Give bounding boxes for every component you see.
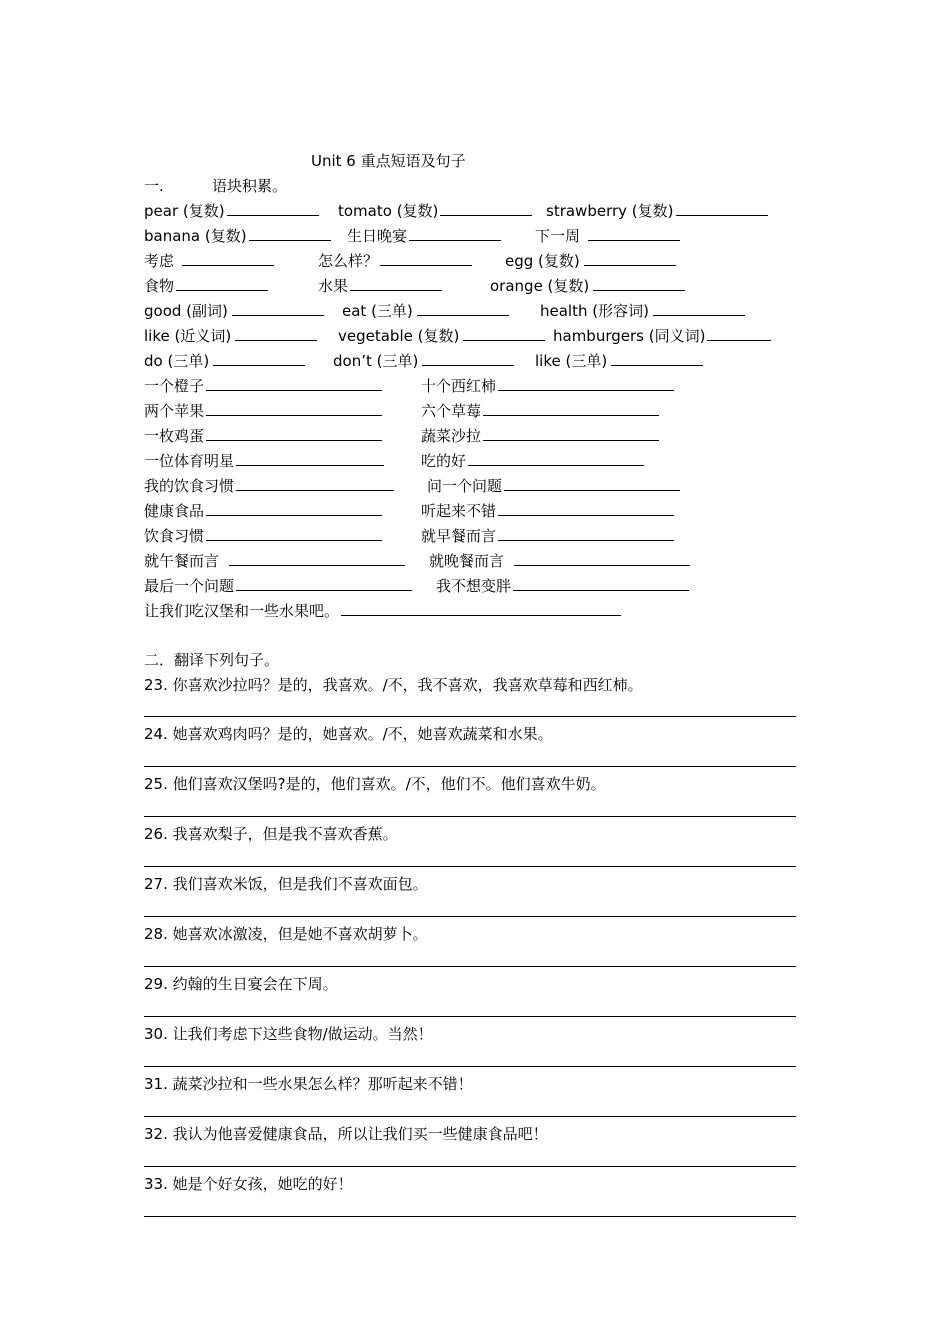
answer-line[interactable]	[144, 916, 796, 917]
vocab-prompt: 听起来不错	[421, 502, 497, 520]
translation-question: 23. 你喜欢沙拉吗？是的，我喜欢。/不，我不喜欢，我喜欢草莓和西红柿。	[144, 676, 643, 694]
answer-blank[interactable]	[498, 375, 674, 391]
vocab-prompt: pear (复数)	[144, 202, 225, 220]
answer-blank[interactable]	[588, 225, 680, 241]
vocab-prompt: health (形容词)	[540, 302, 649, 320]
vocab-prompt: 健康食品	[144, 502, 205, 520]
answer-blank[interactable]	[504, 475, 680, 491]
vocab-prompt: 六个草莓	[421, 402, 482, 420]
answer-blank[interactable]	[483, 400, 659, 416]
answer-line[interactable]	[144, 866, 796, 867]
answer-blank[interactable]	[341, 600, 621, 616]
section2-heading: 二．翻译下列句子。	[144, 651, 280, 669]
vocab-prompt: 吃的好	[421, 452, 467, 470]
answer-blank[interactable]	[206, 525, 382, 541]
vocab-prompt: egg (复数)	[505, 252, 580, 270]
vocab-prompt: 怎么样？	[318, 252, 379, 270]
translation-question: 26. 我喜欢梨子，但是我不喜欢香蕉。	[144, 825, 398, 843]
answer-blank[interactable]	[227, 200, 319, 216]
answer-line[interactable]	[144, 1166, 796, 1167]
vocab-prompt: 我不想变胖	[436, 577, 512, 595]
translation-question: 31. 蔬菜沙拉和一些水果怎么样？那听起来不错！	[144, 1075, 473, 1093]
vocab-prompt: 十个西红柿	[421, 377, 497, 395]
vocab-prompt: 最后一个问题	[144, 577, 235, 595]
vocab-prompt: eat (三单)	[342, 302, 413, 320]
vocab-prompt: like (近义词)	[144, 327, 232, 345]
page-title: Unit 6 重点短语及句子	[311, 152, 466, 170]
answer-blank[interactable]	[463, 325, 545, 341]
answer-blank[interactable]	[584, 250, 676, 266]
answer-line[interactable]	[144, 966, 796, 967]
answer-blank[interactable]	[236, 450, 384, 466]
answer-blank[interactable]	[611, 350, 703, 366]
answer-blank[interactable]	[483, 425, 659, 441]
answer-blank[interactable]	[350, 275, 442, 291]
vocab-prompt: 生日晚宴	[347, 227, 408, 245]
vocab-prompt: 饮食习惯	[144, 527, 205, 545]
vocab-prompt: don’t (三单)	[333, 352, 419, 370]
vocab-prompt: 我的饮食习惯	[144, 477, 235, 495]
answer-blank[interactable]	[206, 425, 382, 441]
vocab-prompt: hamburgers (同义词)	[553, 327, 706, 345]
translation-question: 33. 她是个好女孩，她吃的好！	[144, 1175, 353, 1193]
vocab-prompt: 食物	[144, 277, 175, 295]
vocab-prompt: vegetable (复数)	[338, 327, 460, 345]
answer-blank[interactable]	[182, 250, 274, 266]
vocab-prompt: 一枚鸡蛋	[144, 427, 205, 445]
vocab-prompt: like (三单)	[535, 352, 608, 370]
answer-blank[interactable]	[213, 350, 305, 366]
answer-blank[interactable]	[513, 575, 689, 591]
vocab-prompt: 蔬菜沙拉	[421, 427, 482, 445]
vocab-prompt: 考虑	[144, 252, 175, 270]
translation-question: 25. 他们喜欢汉堡吗?是的，他们喜欢。/不，他们不。他们喜欢牛奶。	[144, 775, 606, 793]
answer-blank[interactable]	[206, 500, 382, 516]
vocab-prompt: tomato (复数)	[338, 202, 439, 220]
answer-blank[interactable]	[593, 275, 685, 291]
translation-question: 29. 约翰的生日宴会在下周。	[144, 975, 338, 993]
vocab-prompt: 两个苹果	[144, 402, 205, 420]
answer-blank[interactable]	[236, 475, 394, 491]
translation-question: 28. 她喜欢冰激凌，但是她不喜欢胡萝卜。	[144, 925, 428, 943]
answer-blank[interactable]	[440, 200, 532, 216]
section1-title: 语块积累。	[212, 177, 288, 195]
answer-blank[interactable]	[232, 300, 324, 316]
answer-line[interactable]	[144, 1016, 796, 1017]
answer-blank[interactable]	[676, 200, 768, 216]
answer-line[interactable]	[144, 816, 796, 817]
answer-blank[interactable]	[229, 550, 405, 566]
answer-blank[interactable]	[206, 375, 382, 391]
answer-line[interactable]	[144, 766, 796, 767]
answer-blank[interactable]	[707, 325, 771, 341]
vocab-prompt: 一个橙子	[144, 377, 205, 395]
answer-blank[interactable]	[514, 550, 690, 566]
vocab-prompt: 就早餐而言	[421, 527, 497, 545]
answer-blank[interactable]	[468, 450, 644, 466]
answer-blank[interactable]	[498, 500, 674, 516]
answer-blank[interactable]	[417, 300, 509, 316]
translation-question: 32. 我认为他喜爱健康食品，所以让我们买一些健康食品吧！	[144, 1125, 548, 1143]
answer-blank[interactable]	[236, 575, 412, 591]
vocab-prompt: banana (复数)	[144, 227, 247, 245]
answer-blank[interactable]	[176, 275, 268, 291]
vocab-prompt: do (三单)	[144, 352, 210, 370]
answer-line[interactable]	[144, 716, 796, 717]
answer-blank[interactable]	[380, 250, 472, 266]
answer-line[interactable]	[144, 1216, 796, 1217]
vocab-prompt: 就午餐而言	[144, 552, 220, 570]
section1-label: 一.	[144, 177, 164, 195]
answer-blank[interactable]	[409, 225, 501, 241]
answer-blank[interactable]	[498, 525, 674, 541]
answer-line[interactable]	[144, 1066, 796, 1067]
vocab-prompt: 一位体育明星	[144, 452, 235, 470]
vocab-prompt: strawberry (复数)	[546, 202, 674, 220]
vocab-prompt: 水果	[318, 277, 349, 295]
translation-question: 30. 让我们考虑下这些食物/做运动。当然！	[144, 1025, 433, 1043]
answer-blank[interactable]	[206, 400, 382, 416]
vocab-prompt: 问一个问题	[427, 477, 503, 495]
vocab-prompt: 下一周	[535, 227, 581, 245]
answer-blank[interactable]	[235, 325, 317, 341]
answer-line[interactable]	[144, 1116, 796, 1117]
answer-blank[interactable]	[422, 350, 514, 366]
answer-blank[interactable]	[653, 300, 745, 316]
answer-blank[interactable]	[249, 225, 331, 241]
translation-question: 24. 她喜欢鸡肉吗？是的，她喜欢。/不，她喜欢蔬菜和水果。	[144, 725, 553, 743]
vocab-prompt: 就晚餐而言	[429, 552, 505, 570]
vocab-prompt: orange (复数)	[490, 277, 590, 295]
vocab-prompt: good (副词)	[144, 302, 228, 320]
translation-question: 27. 我们喜欢米饭，但是我们不喜欢面包。	[144, 875, 428, 893]
vocab-prompt: 让我们吃汉堡和一些水果吧。	[144, 602, 340, 620]
